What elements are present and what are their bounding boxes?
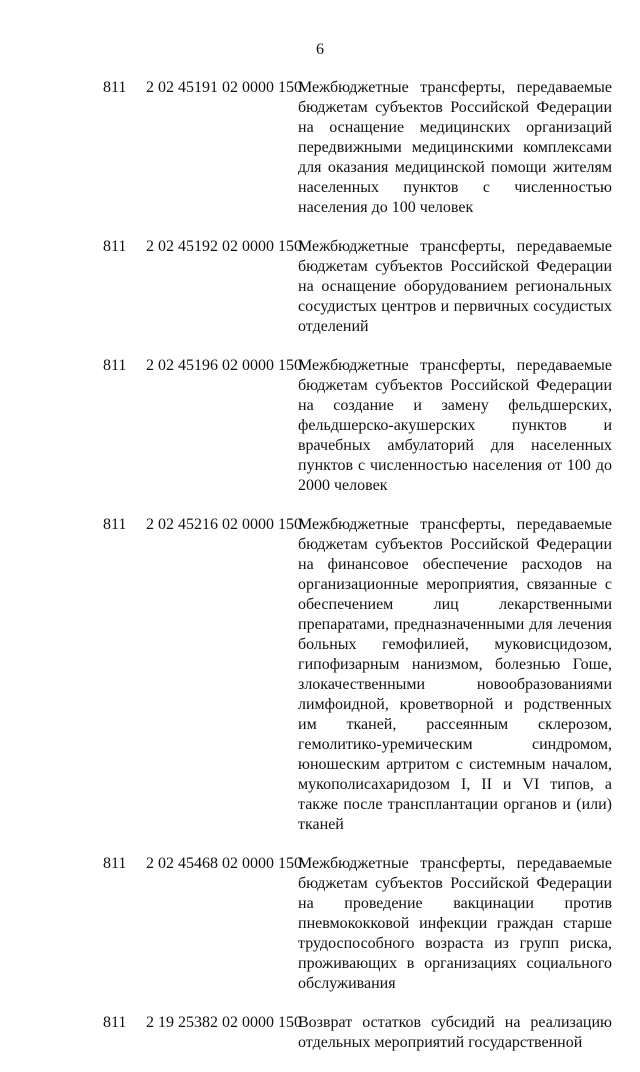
budget-code-table <box>0 78 640 1072</box>
revenue-name-cell: Межбюджетные трансферты, передаваемые бюджетам субъектов Российской Федерации на создание и замену фельдшерских, фельдшерско-акушерских пунктов и врачебных амбулаторий для населенных пунктов с численностью населения от 100 до 2000 человек <box>298 357 612 494</box>
table-row <box>0 854 640 994</box>
revenue-name-cell: Возврат остатков субсидий на реализацию отдельных мероприятий государственной <box>298 1014 612 1051</box>
budget-code-cell: 2 02 45191 02 0000 150 <box>146 79 302 96</box>
admin-code-cell: 811 <box>103 516 127 533</box>
table-row <box>0 356 640 496</box>
table-row <box>0 78 640 218</box>
budget-code-cell: 2 02 45468 02 0000 150 <box>146 855 302 872</box>
admin-code-cell: 811 <box>103 357 127 374</box>
revenue-name-cell: Межбюджетные трансферты, передаваемые бюджетам субъектов Российской Федерации на финансовое обеспечение расходов на организационные мероприятия, связанные с обеспечением лиц лекарственными препаратами, предназначенными для лечения больных гемофилией, муковисцидозом, гипофизарным нанизмом, болезнью Гоше, злокачественными новообразованиями лимфоидной, кроветворной и родственных им тканей, рассеянным склерозом, гемолитико-уремическим синдромом, юношеским артритом с системным началом, мукополисахаридозом I, II и VI типов, а также после трансплантации органов и (или) тканей <box>298 516 612 833</box>
revenue-name-cell: Межбюджетные трансферты, передаваемые бюджетам субъектов Российской Федерации на оснащение медицинских организаций передвижными медицинскими комплексами для оказания медицинской помощи жителям населенных пунктов с численностью населения до 100 человек <box>298 79 612 216</box>
admin-code-cell: 811 <box>103 855 127 872</box>
budget-code-cell: 2 02 45216 02 0000 150 <box>146 516 302 533</box>
admin-code-cell: 811 <box>103 238 127 255</box>
table-row <box>0 237 640 337</box>
budget-code-cell: 2 19 25382 02 0000 150 <box>146 1014 302 1031</box>
admin-code-cell: 811 <box>103 1014 127 1031</box>
table-row <box>0 1013 640 1053</box>
table-row <box>0 515 640 835</box>
budget-code-cell: 2 02 45192 02 0000 150 <box>146 238 302 255</box>
page-number: 6 <box>316 41 324 58</box>
admin-code-cell: 811 <box>103 79 127 96</box>
revenue-name-cell: Межбюджетные трансферты, передаваемые бюджетам субъектов Российской Федерации на проведение вакцинации против пневмококковой инфекции граждан старше трудоспособного возраста из групп риска, проживающих в организациях социального обслуживания <box>298 855 612 992</box>
revenue-name-cell: Межбюджетные трансферты, передаваемые бюджетам субъектов Российской Федерации на оснащение оборудованием региональных сосудистых центров и первичных сосудистых отделений <box>298 238 612 335</box>
budget-code-cell: 2 02 45196 02 0000 150 <box>146 357 302 374</box>
